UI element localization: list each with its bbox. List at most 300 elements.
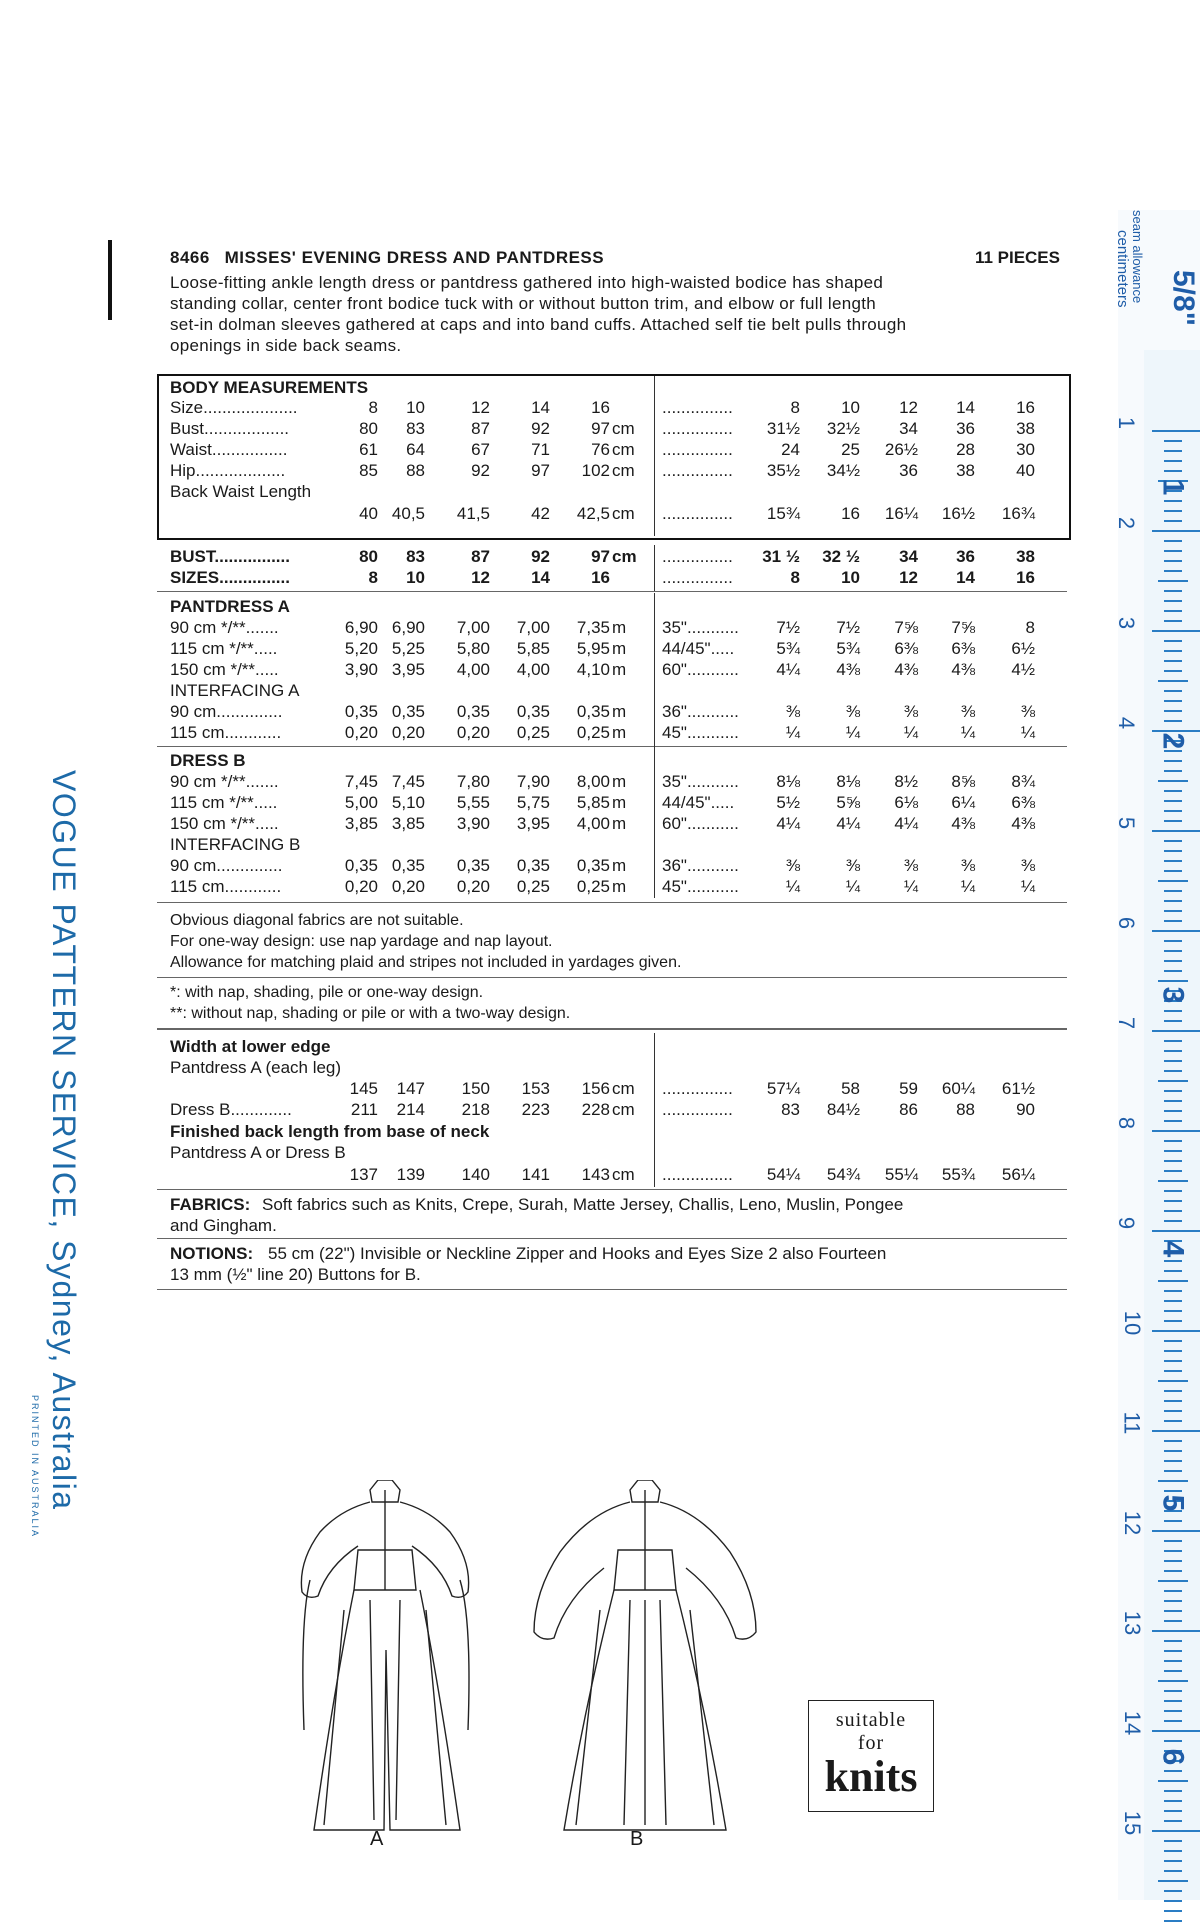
metric-value: 12	[471, 398, 490, 417]
column-divider	[654, 1033, 655, 1187]
ruler-cm-label: 14	[1120, 1710, 1146, 1736]
ruler-tick	[1164, 1540, 1182, 1542]
ruler-tick	[1164, 810, 1182, 812]
imperial-value: 34	[899, 419, 918, 438]
ruler-tick	[1164, 1690, 1182, 1692]
ruler-tick	[1164, 470, 1182, 472]
metric-value: 0,35	[344, 702, 378, 721]
imperial-value: 16¾	[1001, 504, 1035, 523]
publisher-text: VOGUE PATTERN SERVICE, Sydney, Australia	[46, 770, 82, 1511]
figure-a-drawing	[301, 1480, 469, 1830]
ruler-tick	[1164, 1060, 1182, 1062]
fabric-width: 36"...........	[662, 856, 739, 875]
units-caption: centimeters	[1114, 230, 1131, 308]
ruler-tick	[1164, 790, 1182, 792]
badge-line-1: suitable	[835, 1709, 907, 1731]
section-heading: DRESS B	[170, 751, 246, 770]
metric-value: 145	[349, 1079, 378, 1098]
column-divider	[654, 593, 655, 898]
imperial-value: ⅜	[1020, 702, 1035, 721]
imperial-value: 5¾	[836, 639, 860, 658]
metric-value: 88	[406, 461, 425, 480]
metric-value: 0,20	[344, 723, 378, 742]
fabric-width: 35"...........	[662, 772, 739, 791]
ruler-tick	[1164, 590, 1182, 592]
imperial-value: 6⅜	[894, 639, 918, 658]
ruler-tick	[1164, 550, 1182, 552]
imperial-value: ¼	[785, 877, 800, 896]
ruler-cm-label: 9	[1114, 1216, 1140, 1230]
fashion-illustrations	[270, 1480, 790, 1850]
ruler-cm-label: 6	[1114, 916, 1140, 930]
metric-value: 102	[581, 461, 610, 480]
ruler-cm-label: 10	[1120, 1310, 1146, 1336]
fabrics-text: and Gingham.	[170, 1216, 277, 1235]
imperial-value: 5¾	[776, 639, 800, 658]
fabric-width: 44/45".....	[662, 639, 735, 658]
metric-value: 76	[591, 440, 610, 459]
ruler-tick	[1164, 1840, 1182, 1842]
ruler-cm-label: 4	[1114, 716, 1140, 730]
ruler-tick	[1152, 1230, 1200, 1232]
metric-value: 71	[531, 440, 550, 459]
imperial-value: 8½	[894, 772, 918, 791]
note-line: For one-way design: use nap yardage and nap layout.	[170, 933, 553, 950]
metric-value: 0,35	[391, 856, 425, 875]
ruler-tick	[1164, 1340, 1182, 1342]
metric-value: 140	[461, 1165, 490, 1184]
pattern-number: 8466	[170, 248, 210, 267]
ruler-tick	[1158, 1580, 1188, 1582]
unit-label: m	[612, 772, 627, 791]
ruler-tick	[1164, 660, 1182, 662]
metric-value: 0,20	[456, 877, 490, 896]
imperial-value: ¼	[903, 877, 918, 896]
seam-allowance-caption: seam allowance	[1130, 210, 1145, 304]
ruler-tick	[1164, 460, 1182, 462]
unit-label: m	[612, 877, 627, 896]
imperial-value: ¼	[903, 723, 918, 742]
imperial-value: ⅜	[845, 702, 860, 721]
imperial-value: 32½	[826, 419, 860, 438]
imperial-value: ⅜	[960, 702, 975, 721]
imperial-value: 36	[956, 419, 975, 438]
row-label: 150 cm */**.....	[170, 814, 279, 833]
note-line: **: without nap, shading or pile or with a two-way design.	[170, 1005, 571, 1022]
ruler-tick	[1164, 1170, 1182, 1172]
ruler-tick	[1164, 1360, 1182, 1362]
fabric-width: 36"...........	[662, 702, 739, 721]
ruler-tick	[1164, 960, 1182, 962]
imperial-value: 4¼	[776, 814, 800, 833]
imperial-value: 4⅜	[951, 660, 975, 679]
metric-value: 67	[471, 440, 490, 459]
ruler-tick	[1164, 540, 1182, 542]
metric-value: 42	[531, 504, 550, 523]
metric-value: 8	[368, 398, 378, 417]
metric-value: 4,00	[576, 814, 610, 833]
row-label: BUST................	[170, 547, 290, 566]
imperial-value: 55¾	[941, 1165, 975, 1184]
unit-label: cm	[612, 1100, 635, 1119]
ruler-tick	[1164, 1600, 1182, 1602]
ruler-tick	[1164, 1890, 1182, 1892]
section-heading: BODY MEASUREMENTS	[170, 378, 369, 397]
imperial-value: 8	[1025, 618, 1035, 637]
metric-value: 218	[461, 1100, 490, 1119]
metric-value: 5,80	[456, 639, 490, 658]
ruler-inch-label: 3	[1156, 986, 1190, 1004]
ruler-tick	[1164, 1710, 1182, 1712]
description-line: standing collar, center front bodice tuck with or without button trim, and elbow or full length	[170, 294, 877, 313]
publisher-imprint	[45, 770, 105, 1570]
imperial-value: 8	[790, 568, 800, 587]
metric-value: 0,25	[576, 723, 610, 742]
dot-leader: ...............	[662, 1100, 733, 1119]
unit-label: m	[612, 618, 627, 637]
row-label: 90 cm..............	[170, 856, 283, 875]
section-heading: INTERFACING A	[170, 681, 300, 700]
ruler-tick	[1158, 1780, 1188, 1782]
imperial-value: 14	[956, 568, 975, 587]
metric-value: 5,75	[516, 793, 550, 812]
unit-label: m	[612, 702, 627, 721]
imperial-value: ¼	[960, 723, 975, 742]
imperial-value: 8	[790, 398, 800, 417]
ruler-tick	[1164, 1520, 1182, 1522]
ruler-tick	[1164, 1160, 1182, 1162]
ruler-tick	[1164, 1150, 1182, 1152]
row-label: Dress B.............	[170, 1100, 292, 1119]
ruler-tick	[1152, 930, 1200, 932]
metric-value: 97	[531, 461, 550, 480]
ruler-inch-label: 1	[1156, 478, 1190, 496]
figure-b-drawing	[534, 1480, 756, 1830]
metric-value: 7,45	[344, 772, 378, 791]
fabric-width: 45"...........	[662, 723, 739, 742]
notions-text: 13 mm (½" line 20) Buttons for B.	[170, 1265, 421, 1284]
metric-value: 8	[368, 568, 378, 587]
ruler-cm-label: 7	[1114, 1016, 1140, 1030]
metric-value: 7,35	[576, 618, 610, 637]
metric-value: 0,35	[516, 702, 550, 721]
ruler-tick	[1164, 1820, 1182, 1822]
ruler-tick	[1164, 1620, 1182, 1622]
ruler-tick	[1164, 670, 1182, 672]
imperial-value: 4¼	[836, 814, 860, 833]
metric-value: 85	[359, 461, 378, 480]
metric-value: 223	[521, 1100, 550, 1119]
ruler-tick	[1152, 1430, 1200, 1432]
metric-value: 0,35	[344, 856, 378, 875]
ruler-tick	[1164, 1860, 1182, 1862]
imperial-value: 7½	[836, 618, 860, 637]
imperial-value: 35½	[766, 461, 800, 480]
ruler-tick	[1158, 680, 1188, 682]
section-heading: Finished back length from base of neck	[170, 1122, 490, 1141]
ruler-tick	[1164, 650, 1182, 652]
row-label: 115 cm */**.....	[170, 639, 278, 658]
imperial-value: 8¾	[1011, 772, 1035, 791]
imperial-value: 61½	[1001, 1079, 1035, 1098]
divider	[157, 977, 1067, 978]
ruler-tick	[1164, 570, 1182, 572]
imperial-value: 31½	[766, 419, 800, 438]
ruler-tick	[1164, 820, 1182, 822]
description-line: Loose-fitting ankle length dress or pantdress gathered into high-waisted bodice has shaped	[170, 273, 884, 292]
ruler-tick	[1164, 1020, 1182, 1022]
pattern-title: MISSES' EVENING DRESS AND PANTDRESS	[224, 248, 605, 267]
ruler-tick	[1158, 1080, 1188, 1082]
imperial-value: 6⅜	[1011, 793, 1035, 812]
metric-value: 5,85	[516, 639, 550, 658]
imperial-value: 6½	[1011, 639, 1035, 658]
metric-value: 14	[531, 568, 550, 587]
row-label: Bust..................	[170, 419, 290, 438]
ruler-tick	[1164, 640, 1182, 642]
ruler-tick	[1152, 1130, 1200, 1132]
metric-value: 5,55	[456, 793, 490, 812]
metric-value: 5,00	[344, 793, 378, 812]
note-line: Obvious diagonal fabrics are not suitable.	[170, 912, 464, 929]
metric-value: 0,35	[576, 856, 610, 875]
ruler-cm-label: 15	[1120, 1810, 1146, 1836]
imperial-value: 32 ½	[822, 547, 860, 566]
metric-value: 83	[406, 547, 425, 566]
ruler-tick	[1164, 1040, 1182, 1042]
ruler-tick	[1164, 1570, 1182, 1572]
dot-leader: ...............	[662, 398, 733, 417]
ruler-tick	[1164, 1590, 1182, 1592]
imperial-value: 4¼	[776, 660, 800, 679]
fabric-width: 45"...........	[662, 877, 739, 896]
ruler-tick	[1164, 1810, 1182, 1812]
ruler-tick	[1164, 1900, 1182, 1902]
metric-value: 3,95	[516, 814, 550, 833]
imperial-value: 4½	[1011, 660, 1035, 679]
section-heading: INTERFACING B	[170, 835, 301, 854]
ruler-tick	[1164, 860, 1182, 862]
metric-value: 5,85	[576, 793, 610, 812]
ruler-tick	[1164, 1420, 1182, 1422]
ruler-tick	[1164, 1190, 1182, 1192]
seam-ruler	[1114, 210, 1200, 1900]
unit-label: cm	[612, 440, 635, 459]
imperial-value: 54¼	[766, 1165, 800, 1184]
metric-value: 0,35	[391, 702, 425, 721]
ruler-tick	[1164, 910, 1182, 912]
imperial-value: 38	[1016, 547, 1035, 566]
metric-value: 3,90	[456, 814, 490, 833]
imperial-value: 88	[956, 1100, 975, 1119]
ruler-tick	[1164, 440, 1182, 442]
ruler-tick	[1152, 1830, 1200, 1832]
ruler-inch-label: 6	[1156, 1748, 1190, 1766]
metric-value: 92	[471, 461, 490, 480]
metric-value: 147	[396, 1079, 425, 1098]
ruler-tick	[1164, 940, 1182, 942]
ruler-tick	[1164, 1320, 1182, 1322]
ruler-strip	[1144, 350, 1200, 1900]
ruler-tick	[1164, 1720, 1182, 1722]
ruler-tick	[1164, 1300, 1182, 1302]
ruler-tick	[1164, 1740, 1182, 1742]
metric-value: 141	[521, 1165, 550, 1184]
unit-label: cm	[612, 504, 635, 523]
metric-value: 16	[591, 568, 610, 587]
metric-value: 139	[396, 1165, 425, 1184]
pieces-count: 11 PIECES	[974, 248, 1060, 267]
badge-line-3: knits	[824, 1752, 918, 1801]
ruler-tick	[1164, 970, 1182, 972]
row-label: SIZES...............	[170, 568, 290, 587]
row-label: Hip...................	[170, 461, 286, 480]
ruler-tick	[1164, 900, 1182, 902]
metric-value: 6,90	[391, 618, 425, 637]
printed-in: PRINTED IN AUSTRALIA	[30, 1395, 40, 1539]
row-label: 115 cm */**.....	[170, 793, 278, 812]
ruler-tick	[1158, 880, 1188, 882]
metric-value: 5,25	[391, 639, 425, 658]
seam-allowance-size: 5/8"	[1167, 270, 1200, 326]
imperial-value: 36	[956, 547, 975, 566]
unit-label: cm	[612, 547, 637, 566]
ruler-tick	[1164, 870, 1182, 872]
ruler-tick	[1164, 1450, 1182, 1452]
ruler-tick	[1164, 1790, 1182, 1792]
imperial-value: ⅜	[1020, 856, 1035, 875]
divider	[157, 1238, 1067, 1239]
row-label: 115 cm............	[170, 723, 282, 742]
ruler-tick	[1158, 1380, 1188, 1382]
imperial-value: 10	[841, 398, 860, 417]
ruler-tick	[1152, 1330, 1200, 1332]
section-heading: Width at lower edge	[170, 1037, 331, 1056]
imperial-value: 16½	[941, 504, 975, 523]
ruler-inch-label: 5	[1156, 1494, 1190, 1512]
imperial-value: 56¼	[1001, 1165, 1035, 1184]
imperial-value: 25	[841, 440, 860, 459]
imperial-value: 55¼	[884, 1165, 918, 1184]
ruler-tick	[1164, 840, 1182, 842]
metric-value: 7,45	[391, 772, 425, 791]
metric-value: 0,20	[391, 877, 425, 896]
badge-line-2: for	[857, 1732, 885, 1754]
metric-value: 40,5	[391, 504, 425, 523]
imperial-value: ⅜	[903, 856, 918, 875]
imperial-value: ⅜	[785, 702, 800, 721]
metric-value: 92	[531, 547, 550, 566]
imperial-value: ⅜	[845, 856, 860, 875]
notions-label: NOTIONS:	[170, 1244, 254, 1263]
unit-label: m	[612, 793, 627, 812]
metric-value: 0,20	[344, 877, 378, 896]
ruler-tick	[1164, 1770, 1182, 1772]
row-label: 90 cm..............	[170, 702, 283, 721]
ruler-cm-label: 1	[1114, 416, 1140, 430]
ruler-tick	[1164, 620, 1182, 622]
ruler-tick	[1164, 690, 1182, 692]
dot-leader: ...............	[662, 504, 733, 523]
ruler-tick	[1152, 630, 1200, 632]
ruler-tick	[1164, 450, 1182, 452]
ruler-tick	[1164, 1610, 1182, 1612]
fabric-width: 60"...........	[662, 660, 739, 679]
imperial-value: 90	[1016, 1100, 1035, 1119]
ruler-tick	[1158, 1680, 1188, 1682]
ruler-tick	[1158, 1280, 1188, 1282]
imperial-value: ¼	[1020, 723, 1035, 742]
unit-label: m	[612, 723, 627, 742]
metric-value: 228	[581, 1100, 610, 1119]
imperial-value: 6⅛	[894, 793, 918, 812]
ruler-tick	[1164, 1850, 1182, 1852]
imperial-value: ¼	[785, 723, 800, 742]
note-line: *: with nap, shading, pile or one-way design.	[170, 984, 484, 1001]
ruler-tick	[1164, 1670, 1182, 1672]
ruler-tick	[1164, 700, 1182, 702]
ruler-tick	[1164, 710, 1182, 712]
metric-value: 12	[471, 568, 490, 587]
metric-value: 5,10	[391, 793, 425, 812]
imperial-value: 24	[781, 440, 800, 459]
ruler-tick	[1152, 530, 1200, 532]
ruler-tick	[1164, 610, 1182, 612]
metric-value: 137	[349, 1165, 378, 1184]
metric-value: 97	[591, 419, 610, 438]
metric-value: 42,5	[576, 504, 610, 523]
imperial-value: 31 ½	[762, 547, 800, 566]
imperial-value: 59	[899, 1079, 918, 1098]
ruler-tick	[1164, 1640, 1182, 1642]
divider	[157, 1029, 1067, 1030]
row-label: Pantdress A (each leg)	[170, 1058, 342, 1077]
row-label: 90 cm */**.......	[170, 772, 279, 791]
imperial-value: 86	[899, 1100, 918, 1119]
ruler-tick	[1158, 580, 1188, 582]
ruler-cm-label: 3	[1114, 616, 1140, 630]
unit-label: cm	[612, 461, 635, 480]
ruler-tick	[1164, 1070, 1182, 1072]
metric-value: 7,80	[456, 772, 490, 791]
ruler-tick	[1164, 950, 1182, 952]
imperial-value: 6¼	[951, 793, 975, 812]
ruler-tick	[1152, 430, 1200, 432]
ruler-tick	[1164, 520, 1182, 522]
ruler-tick	[1152, 1030, 1200, 1032]
ruler-tick	[1164, 1260, 1182, 1262]
metric-value: 7,90	[516, 772, 550, 791]
metric-value: 61	[359, 440, 378, 459]
imperial-value: ⅜	[903, 702, 918, 721]
imperial-value: 38	[956, 461, 975, 480]
unit-label: m	[612, 639, 627, 658]
imperial-value: 14	[956, 398, 975, 417]
ruler-inch-label: 4	[1156, 1240, 1190, 1258]
metric-value: 211	[350, 1100, 378, 1119]
dot-leader: ...............	[662, 1079, 733, 1098]
dot-leader: ...............	[662, 1165, 733, 1184]
ruler-tick	[1164, 1700, 1182, 1702]
metric-value: 10	[406, 568, 425, 587]
metric-value: 40	[359, 504, 378, 523]
ruler-tick	[1158, 1480, 1188, 1482]
ruler-cm-label: 13	[1120, 1610, 1146, 1636]
unit-label: cm	[612, 419, 635, 438]
ruler-tick	[1164, 1140, 1182, 1142]
notions-text: 55 cm (22") Invisible or Neckline Zipper and Hooks and Eyes Size 2 also Fourteen	[268, 1244, 887, 1263]
ruler-tick	[1164, 1800, 1182, 1802]
